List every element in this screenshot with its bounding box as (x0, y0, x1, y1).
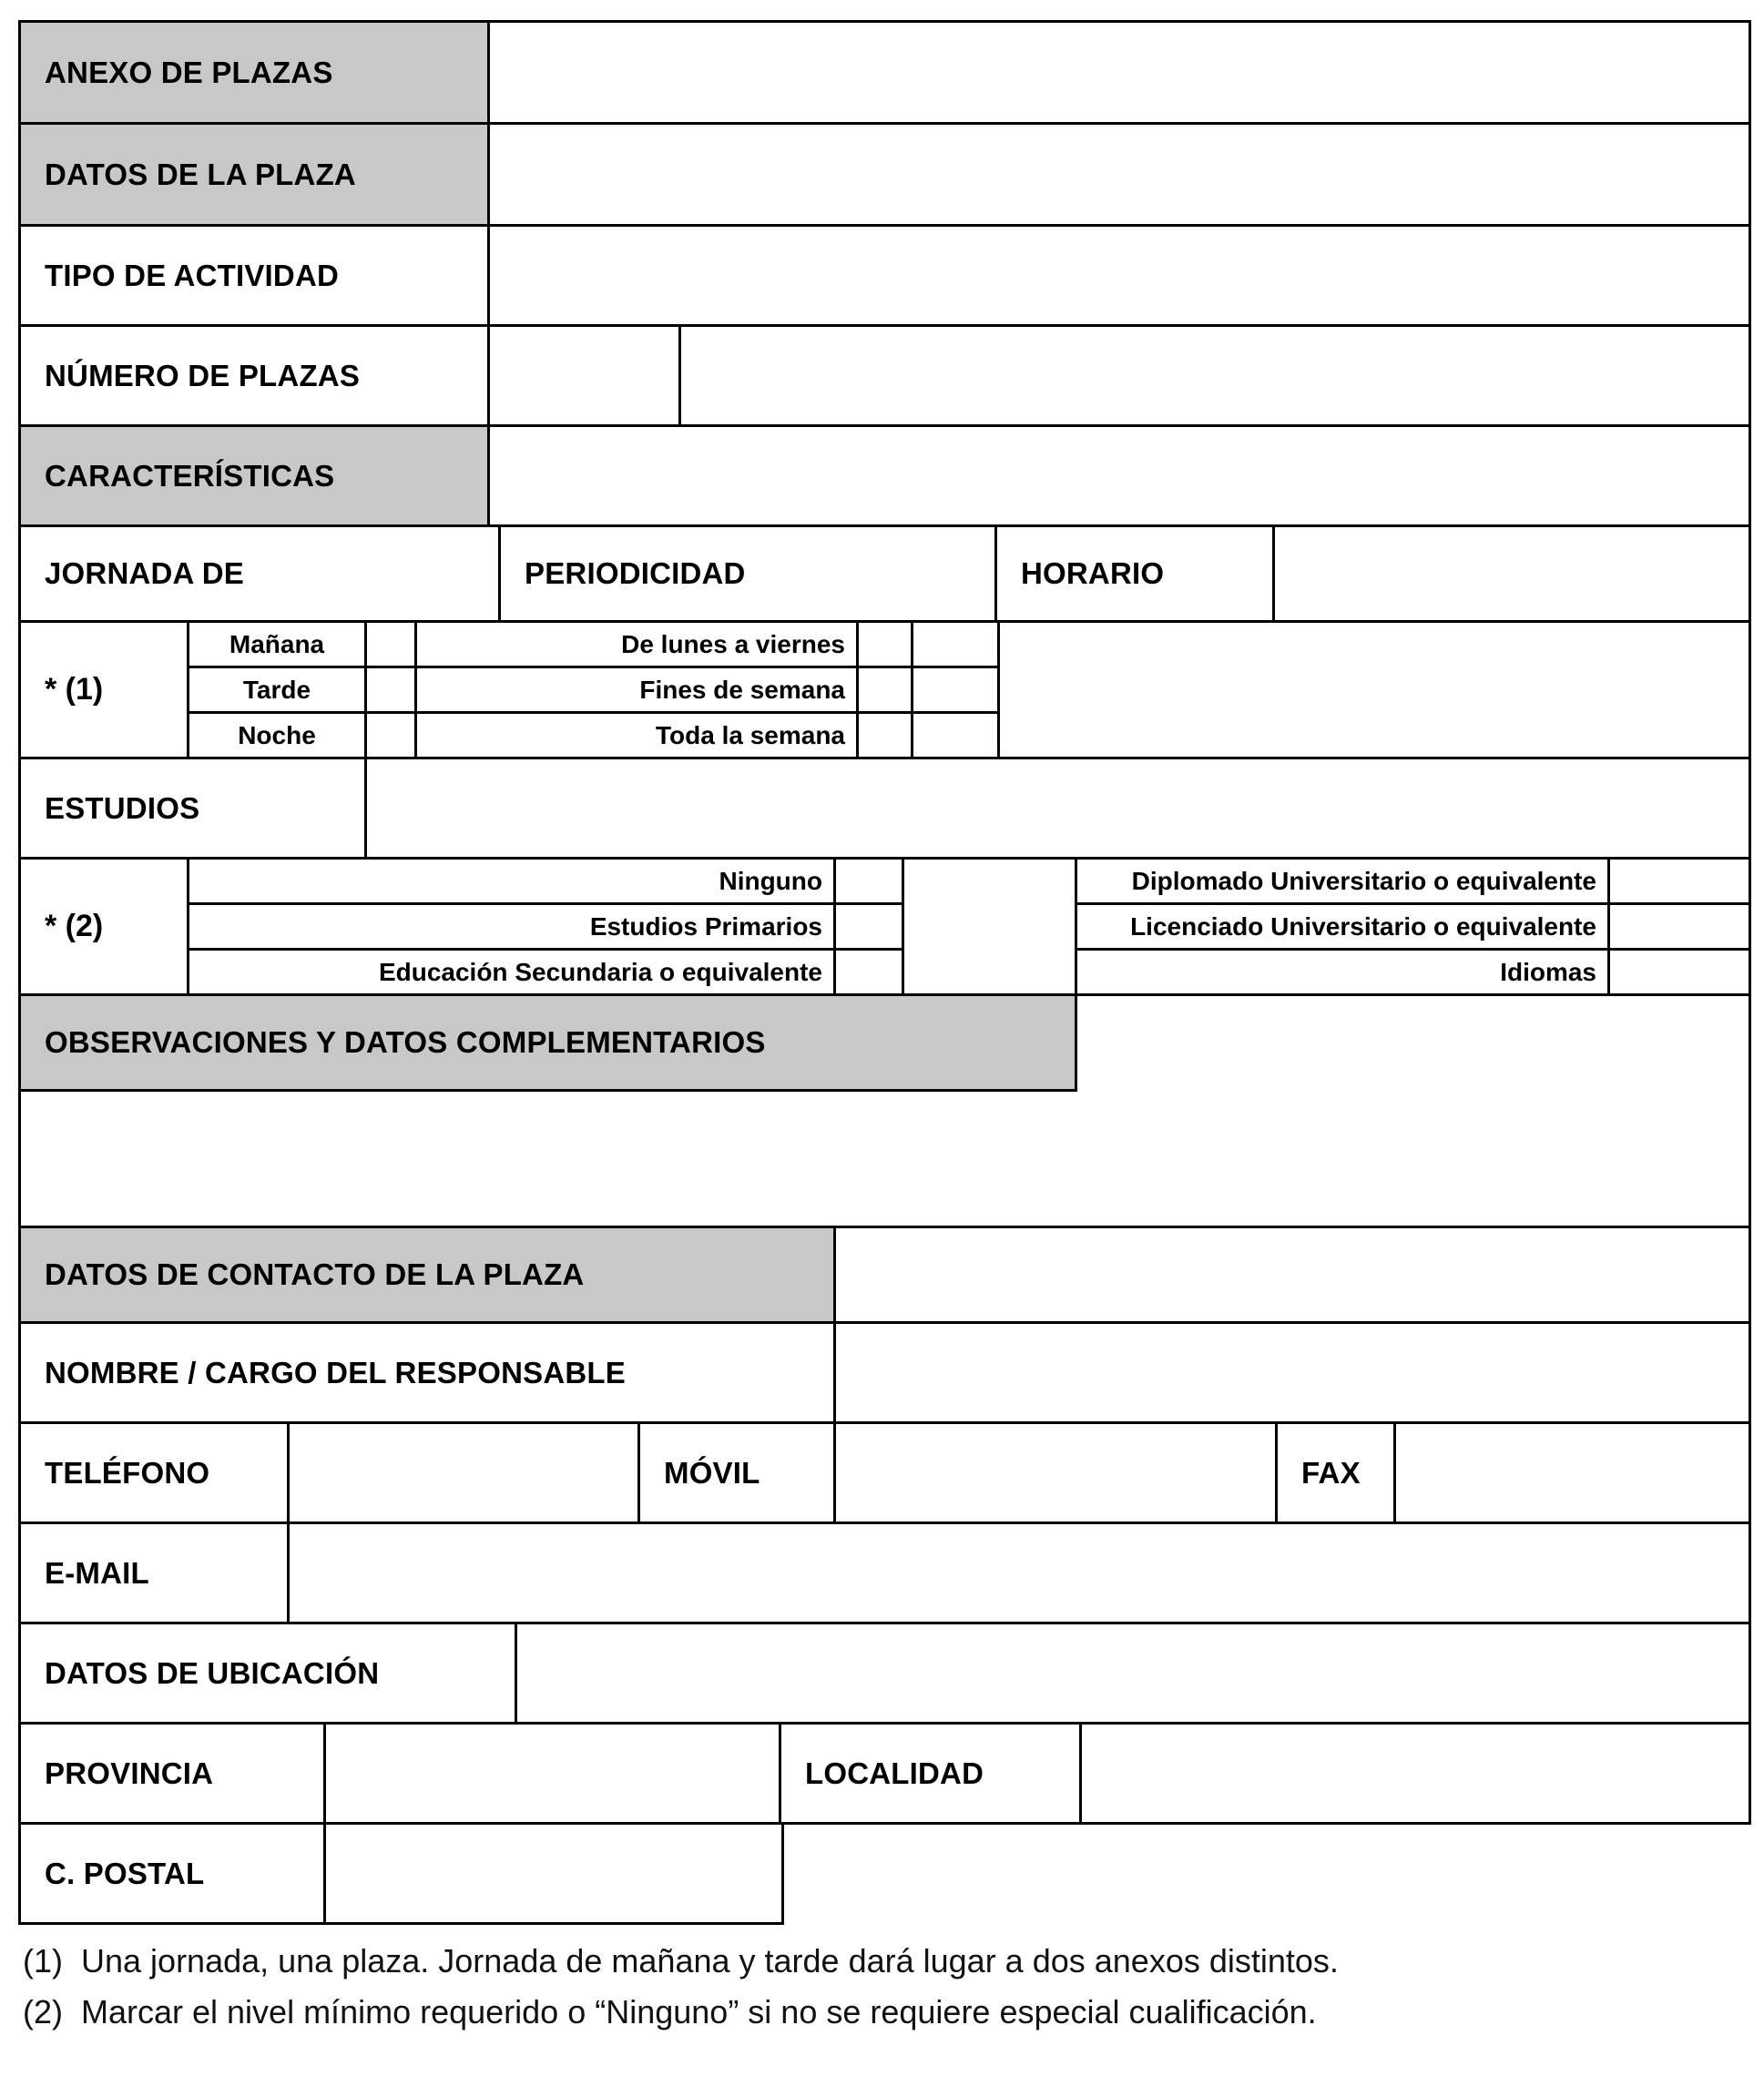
provincia-label-cell (21, 1725, 326, 1822)
movil-label: MÓVIL (664, 1455, 760, 1490)
nombre-cargo-label: NOMBRE / CARGO DEL RESPONSABLE (45, 1355, 626, 1389)
jornada-de-label-cell (21, 527, 501, 620)
row-numero-plazas (21, 327, 1751, 427)
form-table (18, 20, 1751, 1925)
secundaria-label-cell (189, 951, 836, 993)
field-telefono[interactable] (290, 1424, 640, 1521)
row-observaciones (21, 996, 1751, 1228)
idiomas-label-cell (1077, 951, 1610, 993)
option-subrow-primarios (189, 905, 902, 951)
row-c-postal (21, 1825, 784, 1925)
telefono-label: TELÉFONO (45, 1455, 210, 1490)
row-nombre-cargo (21, 1324, 1751, 1424)
email-label: E-MAIL (45, 1555, 149, 1590)
row-datos-contacto (21, 1228, 1751, 1324)
row-datos-plaza (21, 125, 1751, 227)
row-estudios (21, 759, 1751, 860)
datos-contacto-title: DATOS DE CONTACTO DE LA PLAZA (45, 1257, 585, 1291)
field-tipo-de-actividad[interactable] (490, 227, 1749, 324)
footnote1-marker: * (1) (45, 672, 104, 707)
footnote-2-text: Marcar el nivel mínimo requerido o “Ninguno” si no se requiere especial cualificación. (81, 1993, 1317, 2030)
fax-label-cell (1278, 1424, 1396, 1521)
email-label-cell (21, 1524, 290, 1622)
footnote-1 (23, 1941, 1339, 1981)
field-datos-de-la-plaza[interactable] (490, 125, 1749, 224)
numero-plazas-label: NÚMERO DE PLAZAS (45, 358, 361, 392)
footnote-1-marker: (1) (23, 1942, 63, 1979)
diplomado-label: Diplomado Universitario o equivalente (1131, 866, 1596, 895)
field-email[interactable] (290, 1524, 1749, 1622)
option-subrow-tarde (189, 668, 997, 714)
footnote2-marker-cell (21, 860, 189, 993)
field-localidad[interactable] (1082, 1725, 1749, 1822)
row-jornada-headers (21, 527, 1751, 623)
primarios-label: Estudios Primarios (589, 911, 822, 941)
field-datos-contacto-extra[interactable] (836, 1228, 1749, 1321)
field-horario[interactable] (1000, 623, 1749, 757)
idiomas-label: Idiomas (1500, 957, 1596, 986)
footnote2-marker: * (2) (45, 909, 104, 943)
tarde-label-cell (189, 668, 367, 711)
observaciones-title: OBSERVACIONES Y DATOS COMPLEMENTARIOS (45, 1025, 766, 1059)
datos-ubicacion-label: DATOS DE UBICACIÓN (45, 1655, 380, 1690)
manana-label: Mañana (229, 629, 325, 658)
checkbox-licenciado[interactable] (1610, 905, 1749, 948)
field-horario-header-extra[interactable] (1275, 527, 1749, 620)
fax-label: FAX (1301, 1455, 1361, 1490)
tipo-actividad-label-cell (21, 227, 490, 324)
field-fax[interactable] (1396, 1424, 1749, 1521)
anexo-header-cell (21, 23, 490, 122)
checkbox-educacion-secundaria[interactable] (836, 951, 902, 993)
fines-semana-label: Fines de semana (639, 675, 845, 704)
periodicidad-label: PERIODICIDAD (525, 556, 746, 590)
noche-label-cell (189, 714, 367, 757)
provincia-label: PROVINCIA (45, 1755, 214, 1790)
field-anexo-de-plazas[interactable] (490, 23, 1749, 122)
estudios-options-right (1077, 860, 1749, 993)
field-datos-ubicacion-extra[interactable] (517, 1624, 1749, 1722)
licenciado-label: Licenciado Universitario o equivalente (1130, 911, 1596, 941)
toda-semana-label-cell (417, 714, 859, 757)
estudios-options-left (189, 860, 904, 993)
field-provincia[interactable] (326, 1725, 781, 1822)
option-subrow-manana (189, 623, 997, 668)
option-subrow-licenciado (1077, 905, 1749, 951)
datos-contacto-header-cell (21, 1228, 836, 1321)
option-subrow-ninguno (189, 860, 902, 905)
localidad-label: LOCALIDAD (805, 1755, 984, 1790)
jornada-de-label: JORNADA DE (45, 556, 244, 590)
checkbox-manana[interactable] (367, 623, 417, 666)
checkbox-tarde[interactable] (367, 668, 417, 711)
option-subrow-secundaria (189, 951, 902, 993)
subrow-spacer (913, 714, 997, 757)
checkbox-toda-la-semana[interactable] (859, 714, 913, 757)
field-caracteristicas-extra[interactable] (490, 427, 1749, 524)
checkbox-de-lunes-a-viernes[interactable] (859, 623, 913, 666)
row-caracteristicas (21, 427, 1751, 527)
caracteristicas-header-cell (21, 427, 490, 524)
fines-semana-label-cell (417, 668, 859, 711)
tipo-actividad-label: TIPO DE ACTIVIDAD (45, 258, 340, 292)
row-tipo-actividad (21, 227, 1751, 327)
field-observaciones[interactable] (21, 996, 1749, 1226)
horario-label-cell (997, 527, 1275, 620)
toda-semana-label: Toda la semana (655, 720, 845, 749)
manana-label-cell (189, 623, 367, 666)
row-anexo (21, 23, 1751, 125)
field-numero-de-plazas-extra[interactable] (681, 327, 1749, 424)
anexo-title: ANEXO DE PLAZAS (45, 55, 333, 89)
row-email (21, 1524, 1751, 1624)
horario-label: HORARIO (1021, 556, 1165, 590)
localidad-label-cell (781, 1725, 1082, 1822)
datos-plaza-title: DATOS DE LA PLAZA (45, 157, 356, 191)
lunes-viernes-label-cell (417, 623, 859, 666)
footnote-2-marker: (2) (23, 1993, 63, 2030)
row-estudios-options (21, 860, 1751, 996)
field-estudios[interactable] (367, 759, 1749, 857)
estudios-options-spacer (904, 860, 1077, 993)
row-jornada-options (21, 623, 1751, 759)
row-telefonos (21, 1424, 1751, 1524)
ninguno-label-cell (189, 860, 836, 902)
licenciado-label-cell (1077, 905, 1610, 948)
subrow-spacer (913, 623, 997, 666)
secundaria-label: Educación Secundaria o equivalente (378, 957, 822, 986)
checkbox-estudios-primarios[interactable] (836, 905, 902, 948)
subrow-spacer (913, 668, 997, 711)
caracteristicas-title: CARACTERÍSTICAS (45, 458, 335, 493)
checkbox-diplomado[interactable] (1610, 860, 1749, 902)
periodicidad-label-cell (501, 527, 997, 620)
estudios-label: ESTUDIOS (45, 790, 200, 825)
noche-label: Noche (238, 720, 316, 749)
primarios-label-cell (189, 905, 836, 948)
ninguno-label: Ninguno (719, 866, 822, 895)
c-postal-label: C. POSTAL (45, 1856, 205, 1890)
checkbox-ninguno[interactable] (836, 860, 902, 902)
option-subrow-noche (189, 714, 997, 757)
datos-plaza-header-cell (21, 125, 490, 224)
option-subrow-idiomas (1077, 951, 1749, 993)
footnote1-marker-cell (21, 623, 189, 757)
numero-plazas-label-cell (21, 327, 490, 424)
estudios-label-cell (21, 759, 367, 857)
checkbox-idiomas[interactable] (1610, 951, 1749, 993)
nombre-cargo-label-cell (21, 1324, 836, 1421)
lunes-viernes-label: De lunes a viernes (621, 629, 845, 658)
tarde-label: Tarde (242, 675, 311, 704)
movil-label-cell (640, 1424, 836, 1521)
telefono-label-cell (21, 1424, 290, 1521)
datos-ubicacion-label-cell (21, 1624, 517, 1722)
row-provincia-localidad (21, 1725, 1751, 1825)
field-movil[interactable] (836, 1424, 1278, 1521)
footnote-2 (23, 1992, 1339, 2032)
jornada-periodicidad-grid (189, 623, 1000, 757)
footnotes (23, 1941, 1339, 2043)
diplomado-label-cell (1077, 860, 1610, 902)
row-datos-ubicacion (21, 1624, 1751, 1725)
field-nombre-cargo[interactable] (836, 1324, 1749, 1421)
footnote-1-text: Una jornada, una plaza. Jornada de mañana y tarde dará lugar a dos anexos distintos. (81, 1942, 1339, 1979)
option-subrow-diplomado (1077, 860, 1749, 905)
field-numero-de-plazas[interactable] (490, 327, 681, 424)
field-c-postal[interactable] (326, 1825, 781, 1922)
checkbox-fines-de-semana[interactable] (859, 668, 913, 711)
c-postal-label-cell (21, 1825, 326, 1922)
checkbox-noche[interactable] (367, 714, 417, 757)
